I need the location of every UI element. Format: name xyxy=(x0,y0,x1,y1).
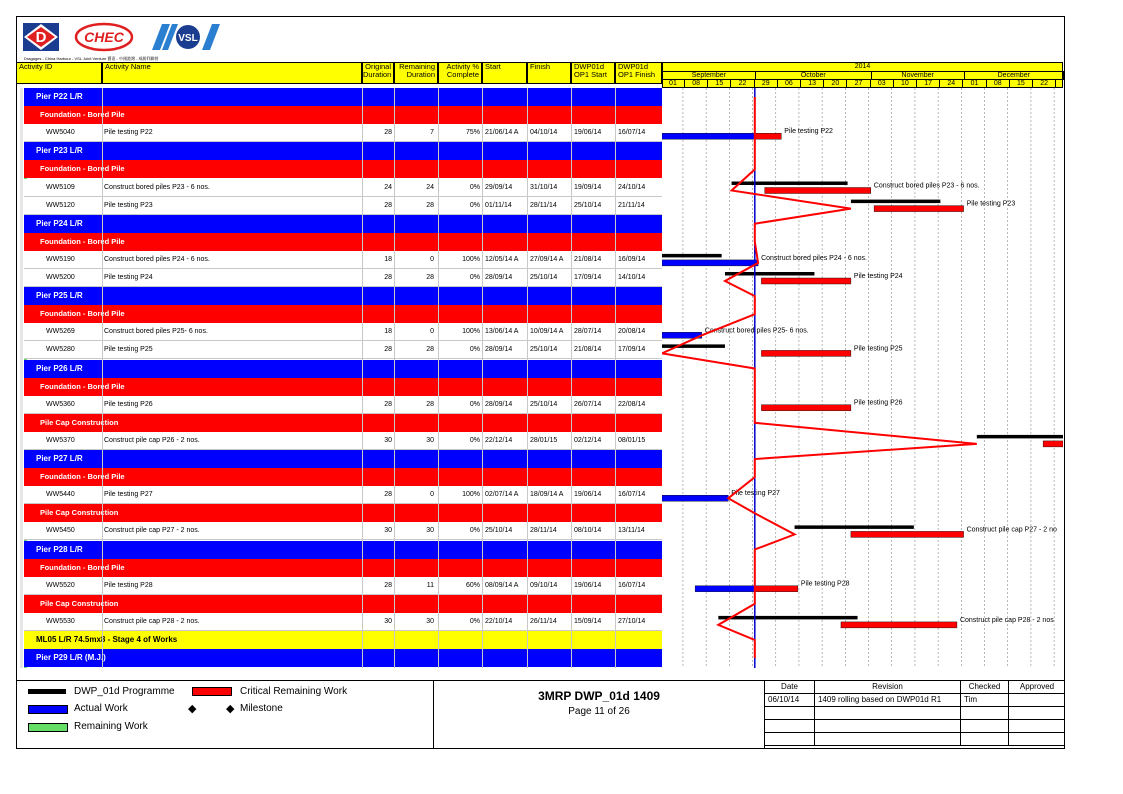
actual-bar xyxy=(662,495,728,501)
op1-finish: 20/08/14 xyxy=(618,328,646,336)
legend xyxy=(16,680,434,749)
rev-row-revision: 1409 rolling based on DWP01d R1 xyxy=(815,694,961,707)
activity-id: WW5370 xyxy=(46,436,75,444)
op1-start: 25/10/14 xyxy=(574,201,602,209)
finish-date: 04/10/14 xyxy=(530,129,558,137)
bar-label: Pile testing P23 xyxy=(966,200,1016,208)
critical-bar xyxy=(755,586,798,592)
subgroup-header-row[interactable] xyxy=(24,106,662,124)
timescale-week: 24 xyxy=(940,80,963,88)
original-duration: 28 xyxy=(384,400,392,408)
pier-header-row[interactable] xyxy=(24,360,662,378)
activity-pct: 0% xyxy=(469,400,480,408)
finish-date: 18/09/14 A xyxy=(530,491,564,499)
op1-start: 19/09/14 xyxy=(574,183,602,191)
activity-id: WW5109 xyxy=(46,183,75,191)
op1-start: 02/12/14 xyxy=(574,436,602,444)
programme-bar xyxy=(977,435,1063,439)
rev-row-approved xyxy=(1009,694,1065,707)
activity-pct: 100% xyxy=(462,491,480,499)
group-label: Pier P22 L/R xyxy=(36,92,83,101)
critical-bar xyxy=(755,133,782,139)
subgroup-header-row[interactable] xyxy=(24,559,662,577)
timescale-week: 03 xyxy=(871,80,894,88)
activity-id: WW5520 xyxy=(46,581,75,589)
subgroup-header-row[interactable] xyxy=(24,378,662,396)
activity-pct: 100% xyxy=(462,328,480,336)
op1-finish: 16/09/14 xyxy=(618,255,646,263)
activity-name: Pile testing P23 xyxy=(104,201,153,209)
group-label: Pier P23 L/R xyxy=(36,146,83,156)
bar-label: Pile testing P24 xyxy=(853,273,903,280)
finish-date: 25/10/14 xyxy=(530,400,558,408)
group-label: ML05 L/R 74.5mx8 - Stage 4 of Works xyxy=(36,635,178,644)
start-date: 02/07/14 A xyxy=(485,491,519,499)
bar-label: Pile testing P22 xyxy=(784,128,833,136)
activity-row[interactable] xyxy=(24,577,662,595)
column-separator xyxy=(102,88,103,668)
rev-row-checked: Tim xyxy=(961,694,1009,707)
group-label: Foundation - Bored Pile xyxy=(40,309,125,319)
activity-pct: 0% xyxy=(469,346,480,354)
rev-empty-cell xyxy=(1009,720,1065,733)
finish-date: 28/11/14 xyxy=(530,201,557,209)
revision-block xyxy=(764,680,1065,749)
op1-start: 28/07/14 xyxy=(574,328,602,336)
activity-pct: 0% xyxy=(469,201,480,209)
critical-bar xyxy=(851,531,964,537)
left-indent-strip xyxy=(20,88,23,668)
column-separator xyxy=(394,88,395,668)
col-remaining-duration-header: Remaining Duration xyxy=(394,62,438,84)
remaining-duration: 24 xyxy=(426,183,434,191)
bar-label: Construct pile cap P27 - 2 no xyxy=(966,526,1057,534)
gantt-chart xyxy=(662,88,1063,668)
start-date: 28/09/14 xyxy=(485,346,513,354)
legend-actual-swatch xyxy=(28,705,68,714)
programme-bar xyxy=(662,254,722,258)
activity-pct: 0% xyxy=(469,617,480,625)
activity-name: Construct bored piles P25- 6 nos. xyxy=(104,328,208,336)
bar-label: Construct pile cap P28 - 2 nos xyxy=(959,616,1054,624)
column-separator xyxy=(482,88,483,668)
critical-bar xyxy=(761,350,850,356)
group-label: Foundation - Bored Pile xyxy=(40,236,125,246)
critical-bar xyxy=(765,188,871,194)
original-duration: 24 xyxy=(384,183,392,191)
finish-date: 27/09/14 A xyxy=(530,255,564,263)
col-start-header: Start xyxy=(482,62,527,84)
original-duration: 30 xyxy=(384,527,392,535)
finish-date: 26/11/14 xyxy=(530,617,557,625)
rev-empty-cell xyxy=(1009,707,1065,720)
legend-programme-label: DWP_01d Programme xyxy=(74,686,175,697)
rev-empty-cell xyxy=(1009,733,1065,746)
rev-empty-cell xyxy=(765,733,815,746)
logo-caption: Dragages - China Harbour - VSL Joint Venture 寶嘉 - 中國港灣 - 威勝利聯營 xyxy=(24,56,159,61)
col-op1-start-header: DWP01d OP1 Start xyxy=(571,62,615,84)
start-date: 25/10/14 xyxy=(485,527,513,535)
legend-programme-swatch xyxy=(28,689,66,694)
timescale-header xyxy=(662,62,1063,88)
rev-date-header: Date xyxy=(765,681,815,694)
group-label: Pier P26 L/R xyxy=(36,363,83,373)
milestone-icon: ◆ xyxy=(226,703,235,715)
rev-row-date: 06/10/14 xyxy=(765,694,815,707)
column-separator xyxy=(438,88,439,668)
actual-bar xyxy=(662,133,755,139)
timescale-week: 08 xyxy=(987,80,1010,88)
op1-finish: 16/07/14 xyxy=(618,491,646,499)
timescale-week: 01 xyxy=(662,80,685,88)
bar-label: Pile testing P28 xyxy=(800,580,850,588)
op1-start: 15/09/14 xyxy=(574,617,602,625)
start-date: 28/09/14 xyxy=(485,400,513,408)
op1-finish: 13/11/14 xyxy=(618,527,645,535)
column-separator xyxy=(571,88,572,668)
pier-header-row[interactable] xyxy=(24,541,662,559)
op1-finish: 16/07/14 xyxy=(618,129,646,137)
col-op1-finish-header: DWP01d OP1 Finish xyxy=(615,62,662,84)
timescale-week: 22 xyxy=(732,80,755,88)
rev-approved-header: Approved xyxy=(1009,681,1065,694)
timescale-week: 22 xyxy=(1033,80,1056,88)
legend-critical-swatch xyxy=(192,687,232,696)
remaining-duration: 28 xyxy=(426,274,434,281)
group-label: Pile Cap Construction xyxy=(40,417,119,427)
rev-empty-cell xyxy=(765,707,815,720)
vsl-logo xyxy=(152,22,222,52)
timescale-month: September xyxy=(663,71,756,80)
critical-bar xyxy=(761,405,850,411)
remaining-duration: 0 xyxy=(430,491,434,499)
group-label: Pier P24 L/R xyxy=(36,218,83,228)
activity-name: Construct pile cap P27 - 2 nos. xyxy=(104,527,200,535)
start-date: 22/10/14 xyxy=(485,617,513,625)
dragages-logo xyxy=(22,22,60,52)
original-duration: 28 xyxy=(384,346,392,354)
group-label: Foundation - Bored Pile xyxy=(40,562,125,572)
subgroup-header-row[interactable] xyxy=(24,414,662,432)
timescale-year: 2014 xyxy=(663,63,1062,72)
programme-bar xyxy=(718,616,857,620)
actual-bar xyxy=(695,586,755,592)
stage-header-row[interactable] xyxy=(24,631,662,649)
subgroup-header-row[interactable] xyxy=(24,233,662,251)
rev-empty-cell xyxy=(961,707,1009,720)
subgroup-header-row[interactable] xyxy=(24,468,662,486)
remaining-duration: 30 xyxy=(426,436,434,444)
activity-row[interactable] xyxy=(24,197,662,215)
original-duration: 30 xyxy=(384,617,392,625)
op1-start: 19/06/14 xyxy=(574,129,602,137)
title-block xyxy=(434,680,764,749)
timescale-week: 15 xyxy=(708,80,731,88)
group-label: Pile Cap Construction xyxy=(40,598,119,608)
bar-label: Construct bored piles P25- 6 nos. xyxy=(704,327,809,335)
timescale-month: October xyxy=(756,71,872,80)
timescale-week: 01 xyxy=(964,80,987,88)
op1-start: 17/09/14 xyxy=(574,274,602,281)
rev-empty-cell xyxy=(815,733,961,746)
timescale-week: 10 xyxy=(894,80,917,88)
finish-date: 10/09/14 A xyxy=(530,328,564,336)
start-date: 13/06/14 A xyxy=(485,328,519,336)
finish-date: 31/10/14 xyxy=(530,183,558,191)
critical-bar xyxy=(1043,441,1063,447)
activity-name: Construct bored piles P24 - 6 nos. xyxy=(104,255,210,263)
activity-name: Pile testing P22 xyxy=(104,129,153,137)
activity-id: WW5200 xyxy=(46,274,75,281)
timescale-month: December xyxy=(965,71,1064,80)
activity-id: WW5530 xyxy=(46,617,75,625)
progress-line xyxy=(662,97,977,658)
activity-id: WW5040 xyxy=(46,129,75,137)
activity-pct: 0% xyxy=(469,274,480,281)
activity-id: WW5269 xyxy=(46,328,75,336)
op1-finish: 21/11/14 xyxy=(618,201,645,209)
remaining-duration: 7 xyxy=(430,129,434,137)
op1-finish: 17/09/14 xyxy=(618,346,646,354)
original-duration: 30 xyxy=(384,436,392,444)
group-label: Foundation - Bored Pile xyxy=(40,110,125,120)
timescale-month: November xyxy=(872,71,965,80)
activity-row[interactable] xyxy=(24,522,662,540)
programme-bar xyxy=(795,525,914,529)
activity-row[interactable] xyxy=(24,341,662,359)
timescale-week: 13 xyxy=(801,80,824,88)
col-activity-name-header: Activity Name xyxy=(102,62,362,84)
remaining-duration: 30 xyxy=(426,617,434,625)
start-date: 12/05/14 A xyxy=(485,255,519,263)
svg-text:D: D xyxy=(35,29,47,46)
activity-pct: 0% xyxy=(469,183,480,191)
start-date: 21/06/14 A xyxy=(485,129,519,137)
op1-start: 19/06/14 xyxy=(574,491,602,499)
column-separator xyxy=(615,88,616,668)
bar-label: Pile testing P25 xyxy=(853,345,903,353)
pier-header-row[interactable] xyxy=(24,142,662,160)
activity-name: Pile testing P26 xyxy=(104,400,153,408)
remaining-duration: 0 xyxy=(430,255,434,263)
bar-label: Construct bored piles P23 - 6 nos. xyxy=(873,182,980,190)
start-date: 01/11/14 xyxy=(485,201,512,209)
group-label: Pier P25 L/R xyxy=(36,291,83,301)
critical-bar xyxy=(874,206,963,212)
activity-row[interactable] xyxy=(24,432,662,450)
activity-pct: 0% xyxy=(469,527,480,535)
original-duration: 28 xyxy=(384,581,392,589)
legend-critical-label: Critical Remaining Work xyxy=(240,686,348,697)
legend-remaining-label: Remaining Work xyxy=(74,721,148,732)
op1-start: 21/08/14 xyxy=(574,346,602,354)
group-label: Pier P29 L/R (M.J.) xyxy=(36,653,106,663)
activity-name: Construct bored piles P23 - 6 nos. xyxy=(104,183,210,191)
activity-pct: 60% xyxy=(465,581,480,589)
activity-name: Pile testing P25 xyxy=(104,346,153,354)
timescale-week: 17 xyxy=(917,80,940,88)
original-duration: 18 xyxy=(384,328,392,336)
original-duration: 28 xyxy=(384,491,392,499)
timescale-week: 06 xyxy=(778,80,801,88)
subgroup-header-row[interactable] xyxy=(24,305,662,323)
timescale-week: 15 xyxy=(1010,80,1033,88)
page-number: Page 11 of 26 xyxy=(568,706,630,717)
chec-logo xyxy=(74,22,134,52)
op1-start: 19/06/14 xyxy=(574,581,602,589)
group-label: Foundation - Bored Pile xyxy=(40,472,125,482)
column-separator xyxy=(527,88,528,668)
activity-id: WW5280 xyxy=(46,346,75,354)
activity-name: Pile testing P24 xyxy=(104,274,153,281)
finish-date: 25/10/14 xyxy=(530,274,558,281)
activity-row[interactable] xyxy=(24,613,662,631)
start-date: 22/12/14 xyxy=(485,436,513,444)
rev-empty-cell xyxy=(961,733,1009,746)
critical-bar xyxy=(841,622,957,628)
op1-finish: 27/10/14 xyxy=(618,617,646,625)
col-finish-header: Finish xyxy=(527,62,571,84)
remaining-duration: 28 xyxy=(426,346,434,354)
column-separator xyxy=(362,88,363,668)
op1-finish: 16/07/14 xyxy=(618,581,646,589)
op1-start: 26/07/14 xyxy=(574,400,602,408)
pier-header-row[interactable] xyxy=(24,215,662,233)
timescale-week: 29 xyxy=(755,80,778,88)
original-duration: 28 xyxy=(384,201,392,209)
original-duration: 28 xyxy=(384,129,392,137)
col-original-duration-header: Original Duration xyxy=(362,62,394,84)
pier-header-row[interactable] xyxy=(24,287,662,305)
start-date: 28/09/14 xyxy=(485,274,513,281)
finish-date: 28/01/15 xyxy=(530,436,558,444)
op1-finish: 14/10/14 xyxy=(618,274,646,281)
start-date: 29/09/14 xyxy=(485,183,513,191)
rev-empty-cell xyxy=(961,720,1009,733)
activity-row[interactable] xyxy=(24,269,662,287)
activity-row[interactable] xyxy=(24,323,662,341)
timescale-week: 08 xyxy=(685,80,708,88)
rev-empty-cell xyxy=(765,720,815,733)
activity-pct: 0% xyxy=(469,436,480,444)
pier-header-row[interactable] xyxy=(24,450,662,468)
programme-bar xyxy=(662,344,725,348)
finish-date: 09/10/14 xyxy=(530,581,558,589)
op1-start: 08/10/14 xyxy=(574,527,602,535)
legend-milestone-label: Milestone xyxy=(240,703,283,714)
rev-checked-header: Checked xyxy=(961,681,1009,694)
milestone-icon: ◆ xyxy=(188,703,197,715)
finish-date: 25/10/14 xyxy=(530,346,558,354)
activity-id: WW5190 xyxy=(46,255,75,263)
subgroup-header-row[interactable] xyxy=(24,160,662,178)
activity-name: Construct pile cap P26 - 2 nos. xyxy=(104,436,200,444)
op1-finish: 22/08/14 xyxy=(618,400,646,408)
rev-revision-header: Revision xyxy=(815,681,961,694)
group-label: Foundation - Bored Pile xyxy=(40,164,125,174)
bar-label: Construct bored piles P24 - 6 nos. xyxy=(761,254,867,262)
activity-id: WW5120 xyxy=(46,201,75,209)
activity-row[interactable] xyxy=(24,251,662,269)
group-label: Pier P27 L/R xyxy=(36,454,83,463)
activity-pct: 100% xyxy=(462,255,480,263)
activity-pct: 75% xyxy=(465,129,480,137)
document-title: 3MRP DWP_01d 1409 xyxy=(538,689,660,703)
remaining-duration: 0 xyxy=(430,328,434,336)
timescale-week: 20 xyxy=(824,80,847,88)
remaining-duration: 28 xyxy=(426,400,434,408)
remaining-duration: 11 xyxy=(426,581,434,589)
timescale-week: 27 xyxy=(848,80,871,88)
subgroup-header-row[interactable] xyxy=(24,595,662,613)
remaining-duration: 30 xyxy=(426,527,434,535)
original-duration: 18 xyxy=(384,255,392,263)
svg-text:VSL: VSL xyxy=(178,33,198,44)
original-duration: 28 xyxy=(384,274,392,281)
programme-bar xyxy=(851,200,940,204)
activity-name: Pile testing P27 xyxy=(104,491,153,499)
activity-row[interactable] xyxy=(24,179,662,197)
op1-finish: 08/01/15 xyxy=(618,436,646,444)
subgroup-header-row[interactable] xyxy=(24,504,662,522)
programme-bar xyxy=(732,182,848,186)
bar-label: Pile testing P26 xyxy=(853,399,903,407)
group-label: Pile Cap Construction xyxy=(40,508,119,518)
activity-row[interactable] xyxy=(24,396,662,414)
op1-start: 21/08/14 xyxy=(574,255,602,263)
pier-header-row[interactable] xyxy=(24,88,662,106)
activity-name: Construct pile cap P28 - 2 nos. xyxy=(104,617,200,625)
col-activity-pct-header: Activity % Complete xyxy=(438,62,482,84)
critical-bar xyxy=(761,278,850,284)
start-date: 08/09/14 A xyxy=(485,581,519,589)
legend-remaining-swatch xyxy=(28,723,68,732)
rev-empty-cell xyxy=(815,707,961,720)
activity-id: WW5360 xyxy=(46,400,75,408)
activity-name: Pile testing P28 xyxy=(104,581,153,589)
svg-text:CHEC: CHEC xyxy=(84,29,124,45)
group-label: Pier P28 L/R xyxy=(36,544,83,554)
pier-header-row[interactable] xyxy=(24,649,662,667)
col-activity-id-header: Activity ID xyxy=(16,62,102,84)
rev-empty-cell xyxy=(815,720,961,733)
bar-label: Pile testing P27 xyxy=(731,490,780,498)
finish-date: 28/11/14 xyxy=(530,527,557,535)
activity-row[interactable] xyxy=(24,124,662,142)
activity-row[interactable] xyxy=(24,486,662,504)
group-label: Foundation - Bored Pile xyxy=(40,381,125,391)
remaining-duration: 28 xyxy=(426,201,434,209)
activity-id: WW5440 xyxy=(46,491,75,499)
activity-id: WW5450 xyxy=(46,527,75,535)
actual-bar xyxy=(662,260,758,266)
legend-actual-label: Actual Work xyxy=(74,703,128,714)
op1-finish: 24/10/14 xyxy=(618,183,646,191)
